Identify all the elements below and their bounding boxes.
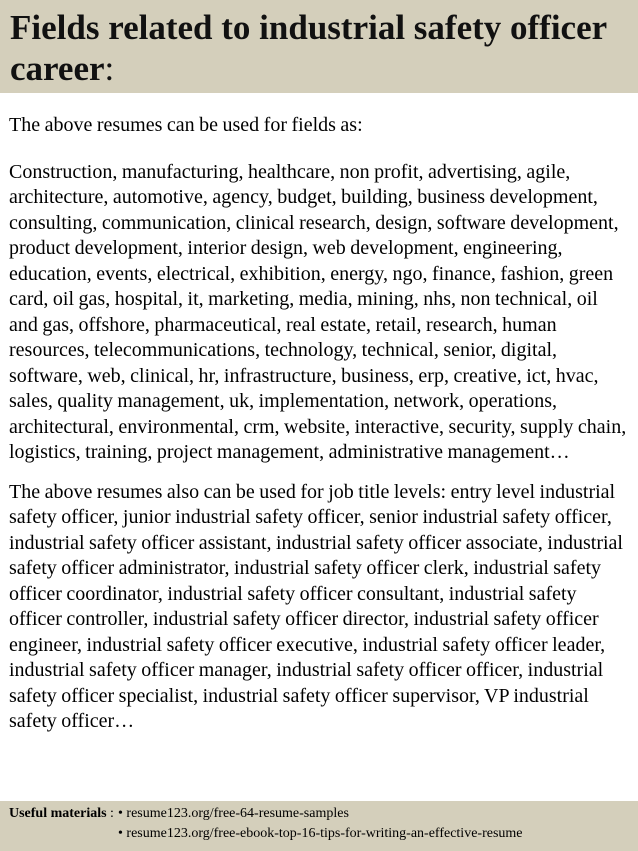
- page-title-text: Fields related to industrial safety officer career: [10, 8, 607, 88]
- footer-band: [0, 801, 638, 851]
- page-title-suffix: :: [104, 49, 115, 88]
- footer-link-ebook[interactable]: [118, 824, 523, 844]
- page-title: [10, 7, 630, 89]
- intro-text: The above resumes can be used for fields as:: [9, 114, 363, 136]
- footer-label: Useful materials: [9, 806, 107, 821]
- footer-link-resume-samples[interactable]: [110, 804, 523, 824]
- main-content: [9, 113, 631, 735]
- footer-link-text[interactable]: • resume123.org/free-ebook-top-16-tips-for-writing-an-effective-resume: [118, 826, 523, 841]
- fields-list: Construction, manufacturing, healthcare, non profit, advertising, agile, architecture, automotive, agency, budget, building, business development, consulting, communication, clinical research, design, software development, product development, interior design, web development, engineering, education, events, electrical, exhibition, energy, ngo, finance, fashion, green card, oil gas, hospital, it, marketing, media, mining, nhs, non technical, oil and gas, offshore, pharmaceutical, real estate, retail, research, human resources, telecommunications, technology, technical, senior, digital, software, web, clinical, hr, infrastructure, business, erp, creative, ict, hvac, sales, quality management, uk, implementation, network, operations, architectural, environmental, crm, website, interactive, security, supply chain, logistics, training, project management, administrative management…: [9, 160, 627, 463]
- footer-link-text[interactable]: • resume123.org/free-64-resume-samples: [118, 806, 349, 821]
- footer-label-colon: :: [110, 806, 114, 821]
- job-levels-text: The above resumes also can be used for job title levels: entry level industrial safety officer, junior industrial safety officer, senior industrial safety officer, industrial safety officer assistant, industrial safety officer associate, industrial safety officer administrator, industrial safety officer clerk, industrial safety officer coordinator, industrial safety officer consultant, industrial safety officer controller, industrial safety officer director, industrial safety officer engineer, industrial safety officer executive, industrial safety officer leader, industrial safety officer manager, industrial safety officer officer, industrial safety officer specialist, industrial safety officer supervisor, VP industrial safety officer…: [9, 480, 623, 732]
- footer-links: [110, 804, 523, 844]
- header-band: [0, 0, 638, 93]
